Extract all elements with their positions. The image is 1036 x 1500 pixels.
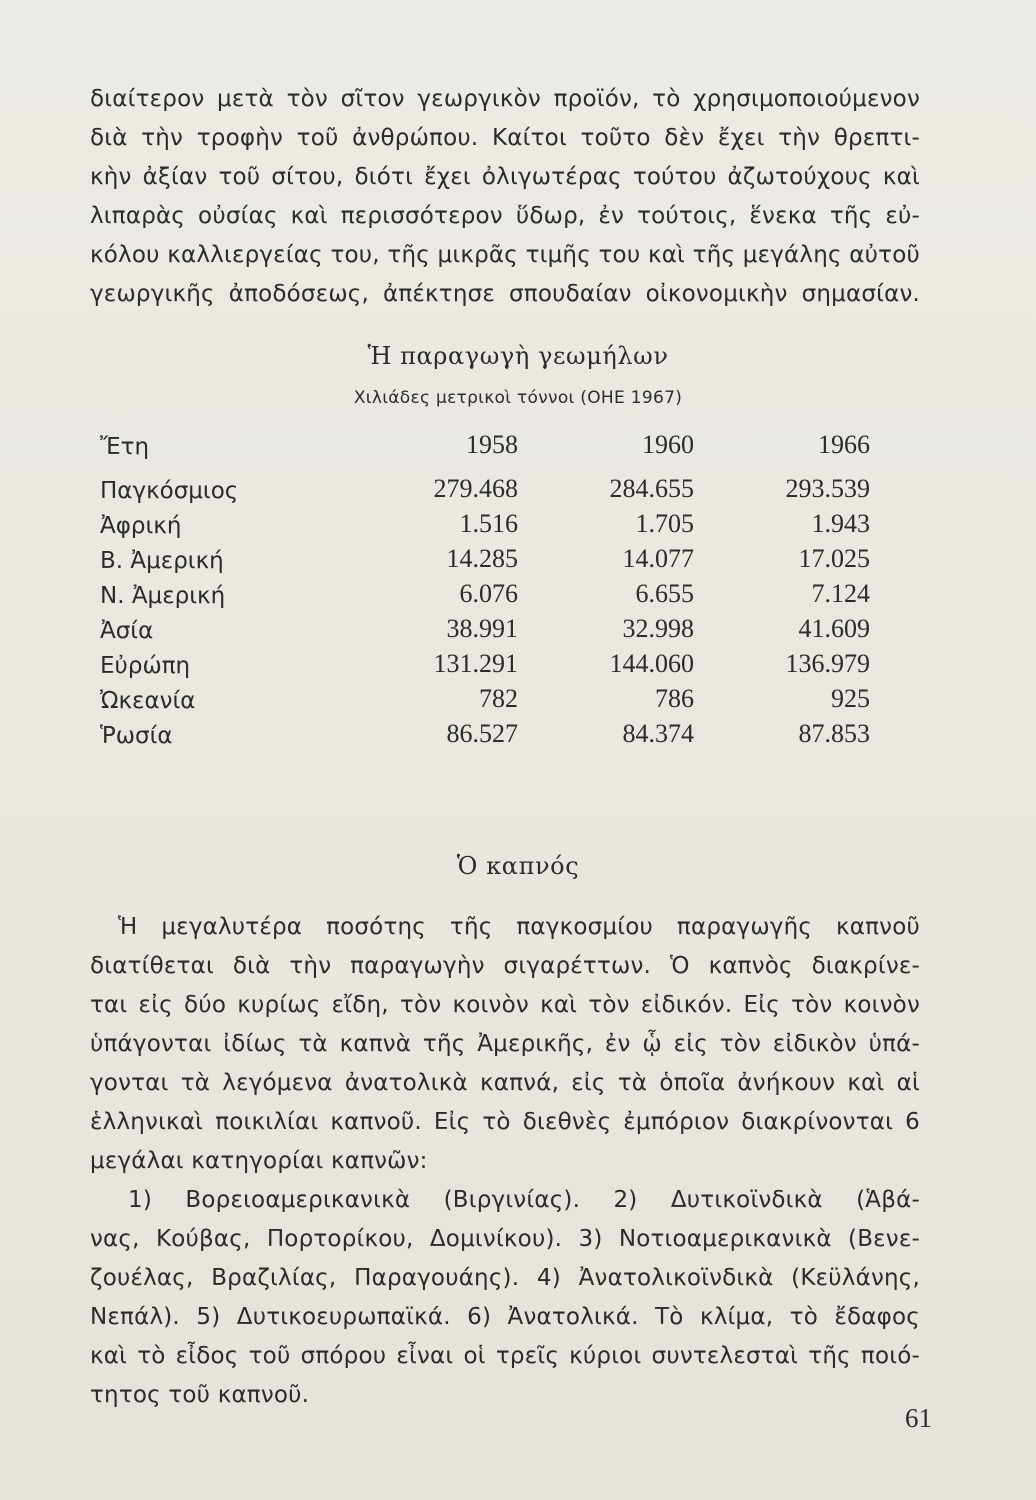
tobacco-section-title: Ὁ καπνός <box>456 852 580 880</box>
table-row <box>100 474 890 509</box>
region-label: Παγκόσμιος <box>100 478 239 504</box>
table-cell: 786 <box>655 684 694 713</box>
table-cell: 1.705 <box>635 509 694 538</box>
years-label: Ἔτη <box>100 434 150 460</box>
page-number: 61 <box>905 1403 932 1433</box>
text-line: τητος τοῦ καπνοῦ. <box>90 1382 310 1408</box>
table-cell: 136.979 <box>785 649 870 678</box>
table-cell: 279.468 <box>433 474 518 503</box>
potato-production-table <box>100 430 890 754</box>
year-column-header: 1958 <box>466 430 518 459</box>
text-line: κὴν ἀξίαν τοῦ σίτου, διότι ἔχει ὀλιγωτέρας τούτου ἀζωτούχους καὶ <box>90 164 920 190</box>
table-cell: 1.943 <box>811 509 870 538</box>
region-label: Ν. Ἀμερική <box>100 583 226 609</box>
table-cell: 41.609 <box>798 614 870 643</box>
intro-paragraph <box>90 80 920 314</box>
text-line: διὰ τὴν τροφὴν τοῦ ἀνθρώπου. Καίτοι τοῦτο δὲν ἔχει τὴν θρεπτι- <box>90 125 920 151</box>
region-label: Ῥωσία <box>100 723 173 749</box>
table-cell: 131.291 <box>433 649 518 678</box>
region-label: Ὠκεανία <box>100 688 196 714</box>
table-row <box>100 719 890 754</box>
text-line: διαίτερον μετὰ τὸν σῖτον γεωργικὸν προϊόν, τὸ χρησιμοποιούμενον <box>90 86 920 112</box>
table-cell: 38.991 <box>446 614 518 643</box>
table-cell: 84.374 <box>622 719 694 748</box>
table-row <box>100 684 890 719</box>
table-row <box>100 614 890 649</box>
region-label: Β. Ἀμερική <box>100 548 224 574</box>
text-line: ζουέλας, Βραζιλίας, Παραγουάης). 4) Ἀνατολικοϊνδικὰ (Κεϋλάνης, <box>90 1265 920 1291</box>
table-cell: 14.077 <box>622 544 694 573</box>
table-cell: 87.853 <box>798 719 870 748</box>
table-cell: 925 <box>831 684 870 713</box>
year-column-header: 1960 <box>642 430 694 459</box>
region-label: Εὐρώπη <box>100 653 191 679</box>
region-label: Ἀσία <box>100 618 154 644</box>
text-line: Ἡ μεγαλυτέρα ποσότης τῆς παγκοσμίου παραγωγῆς καπνοῦ <box>118 914 920 940</box>
table-cell: 7.124 <box>811 579 870 608</box>
table-cell: 782 <box>479 684 518 713</box>
text-line: ἑλληνικαὶ ποικιλίαι καπνοῦ. Εἰς τὸ διεθνὲς ἐμπόριον διακρίνονται 6 <box>90 1109 920 1135</box>
text-line: διατίθεται διὰ τὴν παραγωγὴν σιγαρέττων. Ὁ καπνὸς διακρίνε- <box>90 953 920 979</box>
text-line: 1) Βορειοαμερικανικὰ (Βιργινίας). 2) Δυτικοϊνδικὰ (Ἁβά- <box>128 1187 920 1213</box>
table-cell: 14.285 <box>446 544 518 573</box>
table-cell: 32.998 <box>622 614 694 643</box>
text-line: γονται τὰ λεγόμενα ἀνατολικὰ καπνά, εἰς τὰ ὁποῖα ἀνήκουν καὶ αἱ <box>90 1070 920 1096</box>
table-cell: 293.539 <box>785 474 870 503</box>
table-cell: 17.025 <box>798 544 870 573</box>
tobacco-paragraph <box>90 908 920 1415</box>
year-column-header: 1966 <box>818 430 870 459</box>
table-cell: 144.060 <box>609 649 694 678</box>
text-line: ται εἰς δύο κυρίως εἴδη, τὸν κοινὸν καὶ τὸν εἰδικόν. Εἰς τὸν κοινὸν <box>90 992 920 1018</box>
table-cell: 6.076 <box>459 579 518 608</box>
text-line: ὑπάγονται ἰδίως τὰ καπνὰ τῆς Ἀμερικῆς, ἐν ᾧ εἰς τὸν εἰδικὸν ὑπά- <box>90 1031 920 1057</box>
table-cell: 86.527 <box>446 719 518 748</box>
potato-section-title: Ἡ παραγωγὴ γεωμήλων <box>367 342 669 370</box>
table-row <box>100 509 890 544</box>
text-line: μεγάλαι κατηγορίαι καπνῶν: <box>90 1148 428 1174</box>
text-line: λιπαρὰς οὐσίας καὶ περισσότερον ὕδωρ, ἐν τούτοις, ἕνεκα τῆς εὐ- <box>90 203 920 229</box>
text-line: καὶ τὸ εἶδος τοῦ σπόρου εἶναι οἱ τρεῖς κύριοι συντελεσταὶ τῆς ποιό- <box>90 1343 920 1369</box>
table-cell: 284.655 <box>609 474 694 503</box>
table-cell: 1.516 <box>459 509 518 538</box>
table-header-row <box>100 430 890 474</box>
text-line: γεωργικῆς ἀποδόσεως, ἀπέκτησε σπουδαίαν οἰκονομικὴν σημασίαν. <box>90 281 920 307</box>
text-line: κόλου καλλιεργείας του, τῆς μικρᾶς τιμῆς του καὶ τῆς μεγάλης αὐτοῦ <box>90 242 920 268</box>
table-row <box>100 544 890 579</box>
text-line: νας, Κούβας, Πορτορίκου, Δομινίκου). 3) Νοτιοαμερικανικὰ (Βενε- <box>90 1226 920 1252</box>
table-row <box>100 649 890 684</box>
table-cell: 6.655 <box>635 579 694 608</box>
table-row <box>100 579 890 614</box>
text-line: Νεπάλ). 5) Δυτικοευρωπαϊκά. 6) Ἀνατολικά. Τὸ κλίμα, τὸ ἔδαφος <box>90 1304 920 1330</box>
region-label: Ἀφρική <box>100 513 182 539</box>
table-subtitle: Χιλιάδες μετρικοὶ τόννοι (ΟΗΕ 1967) <box>353 388 683 408</box>
